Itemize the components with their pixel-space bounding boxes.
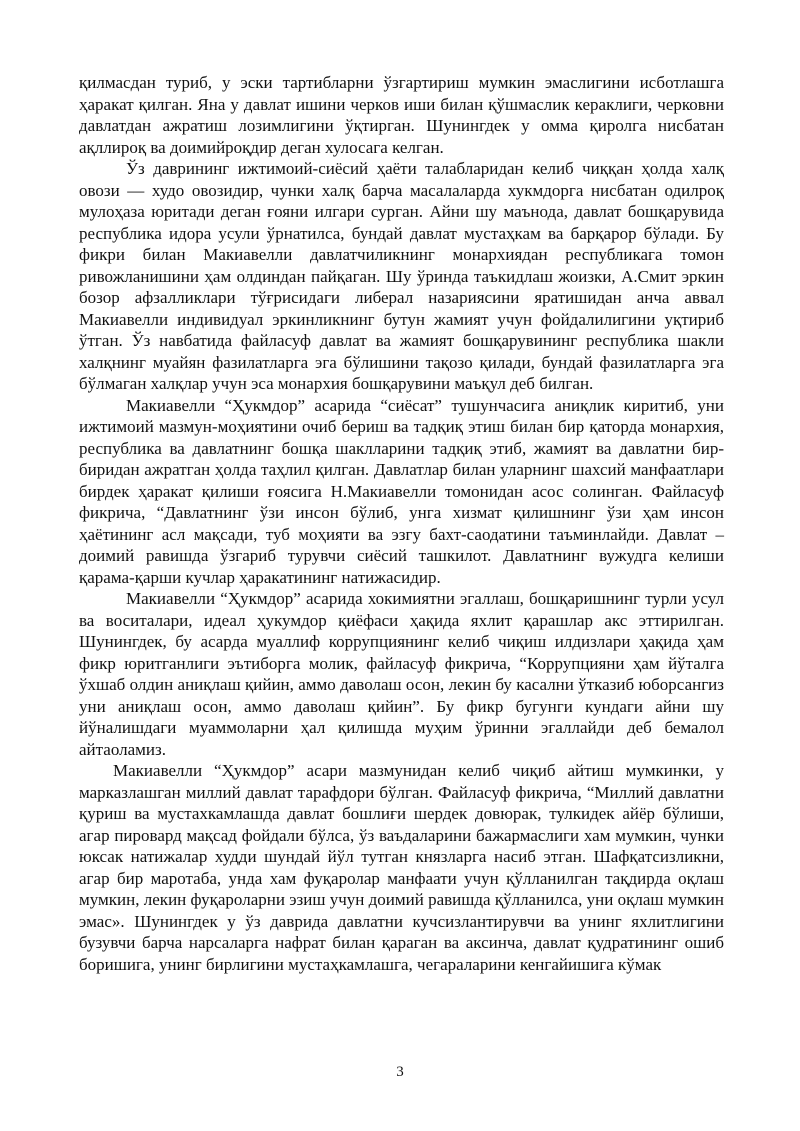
paragraph-people-voice: Ўз даврининг ижтимоий-сиёсий ҳаёти талабларидан келиб чиққан ҳолда халқ овози — худо овозидир, чунки халқ барча масалаларда хукмдорга нисбатан одилроқ мулоҳаза юритади деган ғояни илгари сурган. Айни шу маънода, давлат бошқарувида республика идора усули ўрнатилса, бундай давлат мустаҳкам ва барқарор бўлади. Бу фикри билан Макиавелли давлатчиликнинг монархиядан республикага томон ривожланишини ҳам олдиндан пайқаган. Шу ўринда таъкидлаш жоизки, А.Смит эркин бозор афзалликлари тўғрисидаги либерал назариясини яратишидан анча аввал Макиавелли индивидуал эркинликнинг бутун жамият учун фойдалилигини уқтириб ўтган. Ўз навбатида файласуф давлат ва жамият бошқарувининг республика шакли халқнинг муайян фазилатларга эга бўлишини тақозо қилади, бундай фазилатларга эга бўлмаган халқлар учун эса монархия бошқарувини маъқул деб билган. (79, 159, 724, 393)
paragraph-national-state: Макиавелли “Ҳукмдор” асари мазмунидан келиб чиқиб айтиш мумкинки, у марказлашган миллий давлат тарафдори бўлган. Файласуф фикрича, “Миллий давлатни қуриш ва мустахкамлашда давлат бошлиғи шердек довюрак, тулкидек айёр бўлиши, агар пировард мақсад фойдали бўлса, ўз ваъдаларини бажармаслиги хам мумкин, чунки юксак натижалар худди шундай йўл тутган князларга насиб этган. Шафқатсизликни, агар бир маротаба, унда хам фуқаролар манфаати учун қўлланилган тақдирда оқлаш мумкин, лекин фуқароларни эзиш учун доимий равишда қўлланилса, уни оқлаш мумкин эмас». Шунингдек у ўз даврида давлатни кучсизлантирувчи ва унинг яхлитлигини бузувчи барча нарсаларга нафрат билан қараган ва аксинча, давлат қудратининг ошиб боришига, унинг бирлигини мустаҳкамлашга, чегараларини кенгайишига кўмак (79, 761, 724, 974)
paragraph-politics-concept: Макиавелли “Ҳукмдор” асарида “сиёсат” тушунчасига аниқлик киритиб, уни ижтимоий мазмун-моҳиятини очиб бериш ва тадқиқ этиш билан бир қаторда монархия, республика ва давлатнинг бошқа шаклларини тадқиқ этиб, жамият ва давлатни бир-биридан ажратган ҳолда таҳлил қилган. Давлатлар билан уларнинг шахсий манфаатлари бирдек ҳаракат қилиши ғоясига Н.Макиавелли томонидан асос солинган. Файласуф фикрича, “Давлатнинг ўзи инсон бўлиб, унга хизмат қилишнинг ўзи ҳам инсон ҳаётининг асл мақсади, туб моҳияти ва эзгу бахт-саодатини таъминлайди. Давлат – доимий равишда ўзгариб турувчи сиёсий ташкилот. Давлатнинг вужудга келиши қарама-қарши кучлар ҳаракатининг натижасидир. (79, 395, 724, 587)
document-body (79, 72, 724, 975)
paragraph-continuation: қилмасдан туриб, у эски тартибларни ўзгартириш мумкин эмаслигини исботлашга ҳаракат қилган. Яна у давлат ишини черков иши билан қўшмаслик кераклиги, черковни давлатдан ажратиш лозимлигини ўқтирган. Шунингдек у омма қиролга нисбатан ақллироқ ва доимийроқдир деган хулосага келган. (79, 73, 724, 157)
paragraph-corruption: Макиавелли “Ҳукмдор” асарида хокимиятни эгаллаш, бошқаришнинг турли усул ва воситалари, идеал ҳукумдор қиёфаси ҳақида яхлит қарашлар акс эттирилган. Шунингдек, бу асарда муаллиф коррупциянинг келиб чиқиш илдизлари ҳақида ҳам фикр юритганлиги эътиборга молик, файласуф фикрича, “Коррупцияни ҳам йўталга ўхшаб олдин аниқлаш қийин, аммо даволаш осон, лекин бу касални ўтказиб юборсангиз уни аниқлаш осон, аммо даволаш қийин”. Бу фикр бугунги кундаги айни шу йўналишдаги муаммоларни ҳал қилишда муҳим ўринни эгаллайди деб бемалол айтаоламиз. (79, 589, 724, 759)
page-number: 3 (396, 1064, 404, 1080)
